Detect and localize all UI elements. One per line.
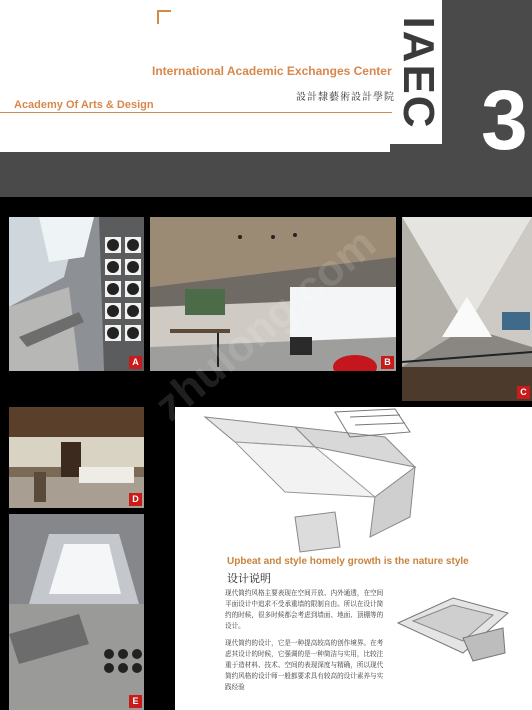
- photo-a-image: [9, 217, 144, 371]
- photo-label: C: [517, 386, 530, 399]
- description-paragraph: 现代简约的设计，它是一种提高较高的创作境界。在考虑其设计的时候，它强调的是一种简洁与实用，比较注重于造材料、技术、空间的表现深度与精确，所以现代简约风格的设计师一般都要求具有较高的设计素养与实践经验: [225, 639, 384, 691]
- photo-label: B: [381, 356, 394, 369]
- floor-plan-render: [393, 583, 513, 663]
- photo-c: [402, 217, 532, 401]
- header-white-strip: [0, 144, 390, 152]
- photo-label: A: [129, 356, 142, 369]
- center-title: International Academic Exchanges Center: [152, 64, 392, 78]
- photo-e-image: [9, 514, 144, 710]
- photo-e: [9, 514, 144, 710]
- photo-b: [150, 217, 396, 371]
- page-number: 3: [481, 73, 528, 167]
- orange-rule: [0, 112, 392, 113]
- subtitle-cn: 设计说明: [227, 572, 271, 585]
- structure-model-render: [175, 407, 532, 557]
- college-name-cn: 設計隸藝術設計學院: [296, 92, 395, 103]
- photo-d: [9, 407, 144, 508]
- page-header: [0, 0, 532, 197]
- academy-title: Academy Of Arts & Design: [14, 99, 154, 111]
- photo-label: E: [129, 695, 142, 708]
- description-paragraph: 现代简约风格主要表现在空间开放、内外通透，在空间平面设计中追求不受承重墙的限制自由。所以在设计简约的时候，很多时候都会考虑到墙面、地面、顶棚等的设计。: [225, 589, 384, 630]
- vertical-code: IAEC: [394, 16, 443, 130]
- subtitle-en: Upbeat and style homely growth is the nature style: [227, 556, 469, 567]
- vertical-code-box: [395, 2, 441, 144]
- photo-c-image: [402, 217, 532, 401]
- photo-label: D: [129, 493, 142, 506]
- photo-a: [9, 217, 144, 371]
- photo-b-image: [150, 217, 396, 371]
- corner-mark: [157, 10, 171, 24]
- design-description: [225, 588, 385, 699]
- photo-d-image: [9, 407, 144, 508]
